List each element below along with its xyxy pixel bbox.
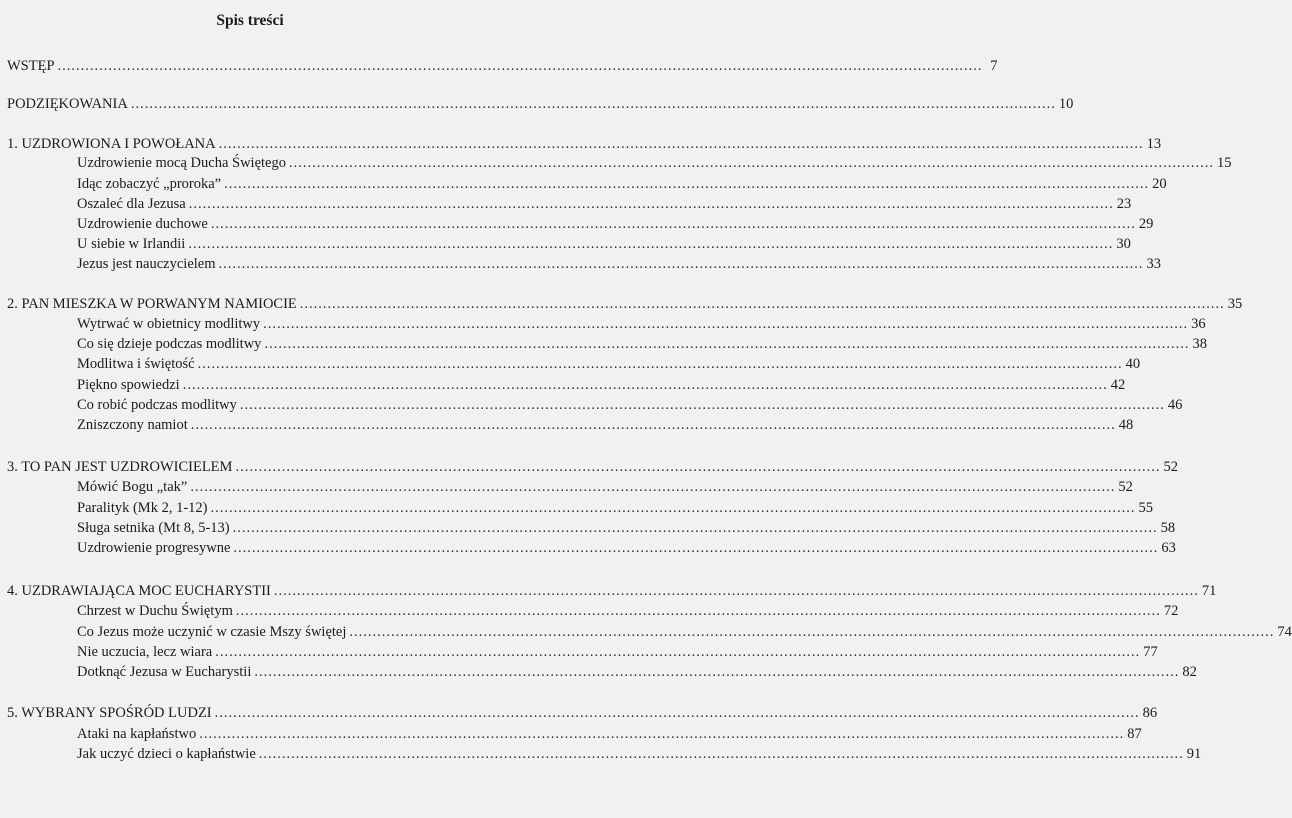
toc-entry-label: Co robić podczas modlitwy: [77, 397, 237, 413]
toc-entry-label: Sługa setnika (Mt 8, 5-13): [77, 520, 230, 536]
dot-leader: ........................................................................................................................................................................................................: [263, 316, 1189, 332]
toc-subentry: [77, 537, 1176, 557]
toc-entry-label: Wytrwać w obietnicy modlitwy: [77, 316, 261, 332]
toc-entry-page: 52: [1163, 459, 1178, 475]
toc-entry-label: U siebie w Irlandii: [77, 236, 186, 252]
dot-leader: ........................................................................................................................................................................................................: [258, 746, 1184, 762]
dot-leader: ........................................................................................................................................................................................................: [188, 236, 1114, 252]
toc-subentry: [77, 621, 1292, 641]
toc-subentry: [77, 253, 1161, 273]
toc-entry-label: Chrzest w Duchu Świętym: [77, 603, 233, 619]
toc-subentry: [77, 353, 1141, 373]
toc-entry-label: Zniszczony namiot: [77, 417, 188, 433]
toc-chapter-4: [7, 580, 1217, 600]
toc-entry-page: 82: [1182, 664, 1197, 680]
dot-leader: ........................................................................................................................................................................................................: [235, 603, 1161, 619]
dot-leader: ........................................................................................................................................................................................................: [130, 96, 1056, 112]
dot-leader: ........................................................................................................................................................................................................: [190, 479, 1116, 495]
toc-entry-label: 2. PAN MIESZKA W PORWANYM NAMIOCIE: [7, 296, 297, 312]
toc-entry-page: 20: [1152, 176, 1167, 192]
page-title: Spis treści: [216, 12, 284, 29]
toc-entry-label: PODZIĘKOWANIA: [7, 96, 128, 112]
toc-entry-label: 4. UZDRAWIAJĄCA MOC EUCHARYSTII: [7, 583, 271, 599]
toc-entry-podziekowania: [7, 93, 1074, 113]
toc-subentry: [77, 193, 1132, 213]
dot-leader: ........................................................................................................................................................................................................: [224, 176, 1150, 192]
toc-entry-page: 13: [1146, 136, 1162, 152]
toc-entry-label: Nie uczucia, lecz wiara: [77, 644, 213, 660]
toc-entry-label: Jezus jest nauczycielem: [77, 256, 216, 272]
dot-leader: ........................................................................................................................................................................................................: [182, 377, 1108, 393]
toc-subentry: [77, 723, 1142, 743]
toc-subentry: [77, 497, 1153, 517]
dot-leader: ........................................................................................................................................................................................................: [273, 583, 1199, 599]
dot-leader: ........................................................................................................................................................................................................: [57, 58, 983, 74]
toc-entry-page: 91: [1186, 746, 1202, 762]
toc-entry-page: 87: [1127, 726, 1142, 742]
dot-leader: ........................................................................................................................................................................................................: [199, 726, 1125, 742]
toc-subentry: [77, 213, 1154, 233]
dot-leader: ........................................................................................................................................................................................................: [235, 459, 1161, 475]
dot-leader: ........................................................................................................................................................................................................: [264, 336, 1190, 352]
dot-leader: ........................................................................................................................................................................................................: [210, 500, 1136, 516]
toc-subentry: [77, 517, 1176, 537]
dot-leader: ........................................................................................................................................................................................................: [254, 664, 1180, 680]
dot-leader: ........................................................................................................................................................................................................: [349, 624, 1275, 640]
toc-subentry: [77, 661, 1197, 681]
toc-entry-label: Mówić Bogu „tak”: [77, 479, 188, 495]
toc-entry-page: 52: [1118, 479, 1133, 495]
toc-entry-wstep: [7, 55, 998, 75]
toc-entry-label: Uzdrowienie mocą Ducha Świętego: [77, 155, 286, 171]
toc-entry-label: Modlitwa i świętość: [77, 356, 195, 372]
toc-subentry: [77, 641, 1158, 661]
dot-leader: ........................................................................................................................................................................................................: [299, 296, 1225, 312]
toc-entry-page: 63: [1161, 540, 1176, 556]
toc-entry-page: 58: [1160, 520, 1176, 536]
toc-chapter-1: [7, 133, 1162, 153]
toc-entry-label: Co się dzieje podczas modlitwy: [77, 336, 262, 352]
toc-entry-page: 48: [1118, 417, 1134, 433]
dot-leader: ........................................................................................................................................................................................................: [218, 256, 1144, 272]
toc-entry-page: 15: [1216, 155, 1232, 171]
dot-leader: ........................................................................................................................................................................................................: [214, 705, 1140, 721]
toc-subentry: [77, 476, 1133, 496]
toc-subentry: [77, 414, 1134, 434]
toc-entry-label: Jak uczyć dzieci o kapłaństwie: [77, 746, 256, 762]
dot-leader: ........................................................................................................................................................................................................: [215, 644, 1141, 660]
toc-entry-label: Uzdrowienie progresywne: [77, 540, 231, 556]
toc-entry-page: 7: [990, 58, 998, 74]
toc-entry-page: 10: [1058, 96, 1074, 112]
toc-entry-label: Paralityk (Mk 2, 1-12): [77, 500, 208, 516]
dot-leader: ........................................................................................................................................................................................................: [197, 356, 1123, 372]
dot-leader: ........................................................................................................................................................................................................: [218, 136, 1144, 152]
dot-leader: ........................................................................................................................................................................................................: [239, 397, 1165, 413]
toc-entry-page: 55: [1138, 500, 1153, 516]
toc-entry-label: Oszaleć dla Jezusa: [77, 196, 186, 212]
toc-entry-page: 72: [1163, 603, 1179, 619]
dot-leader: ........................................................................................................................................................................................................: [288, 155, 1214, 171]
toc-entry-label: Piękno spowiedzi: [77, 377, 180, 393]
toc-subentry: [77, 173, 1167, 193]
toc-subentry: [77, 233, 1131, 253]
toc-chapter-3: [7, 456, 1178, 476]
dot-leader: ........................................................................................................................................................................................................: [233, 540, 1159, 556]
toc-entry-page: 33: [1146, 256, 1161, 272]
toc-entry-label: 3. TO PAN JEST UZDROWICIELEM: [7, 459, 233, 475]
toc-subentry: [77, 313, 1206, 333]
dot-leader: ........................................................................................................................................................................................................: [210, 216, 1136, 232]
toc-chapter-2: [7, 293, 1243, 313]
dot-leader: ........................................................................................................................................................................................................: [188, 196, 1114, 212]
toc-entry-label: 5. WYBRANY SPOŚRÓD LUDZI: [7, 705, 212, 721]
toc-entry-page: 71: [1201, 583, 1217, 599]
toc-subentry: [77, 374, 1126, 394]
toc-entry-page: 42: [1110, 377, 1126, 393]
toc-subentry: [77, 600, 1179, 620]
toc-subentry: [77, 152, 1232, 172]
dot-leader: ........................................................................................................................................................................................................: [190, 417, 1116, 433]
toc-entry-label: Dotknąć Jezusa w Eucharystii: [77, 664, 252, 680]
toc-entry-page: 29: [1138, 216, 1154, 232]
toc-entry-label: WSTĘP: [7, 58, 55, 74]
toc-subentry: [77, 333, 1207, 353]
dot-leader: ........................................................................................................................................................................................................: [232, 520, 1158, 536]
toc-entry-page: 40: [1125, 356, 1141, 372]
toc-entry-label: Idąc zobaczyć „proroka”: [77, 176, 222, 192]
toc-entry-page: 36: [1191, 316, 1206, 332]
toc-subentry: [77, 394, 1183, 414]
toc-entry-page: 74: [1277, 624, 1292, 640]
toc-subentry: [77, 743, 1202, 763]
toc-entry-label: 1. UZDROWIONA I POWOŁANA: [7, 136, 216, 152]
toc-entry-page: 86: [1142, 705, 1158, 721]
toc-entry-page: 38: [1192, 336, 1207, 352]
toc-entry-page: 35: [1227, 296, 1243, 312]
toc-entry-page: 46: [1167, 397, 1183, 413]
toc-entry-label: Uzdrowienie duchowe: [77, 216, 208, 232]
toc-entry-page: 77: [1143, 644, 1158, 660]
toc-entry-label: Atakі na kapłaństwo: [77, 726, 197, 742]
toc-chapter-5: [7, 702, 1158, 722]
toc-entry-page: 30: [1116, 236, 1131, 252]
toc-entry-label: Co Jezus może uczynić w czasie Mszy świętej: [77, 624, 347, 640]
toc-entry-page: 23: [1116, 196, 1132, 212]
